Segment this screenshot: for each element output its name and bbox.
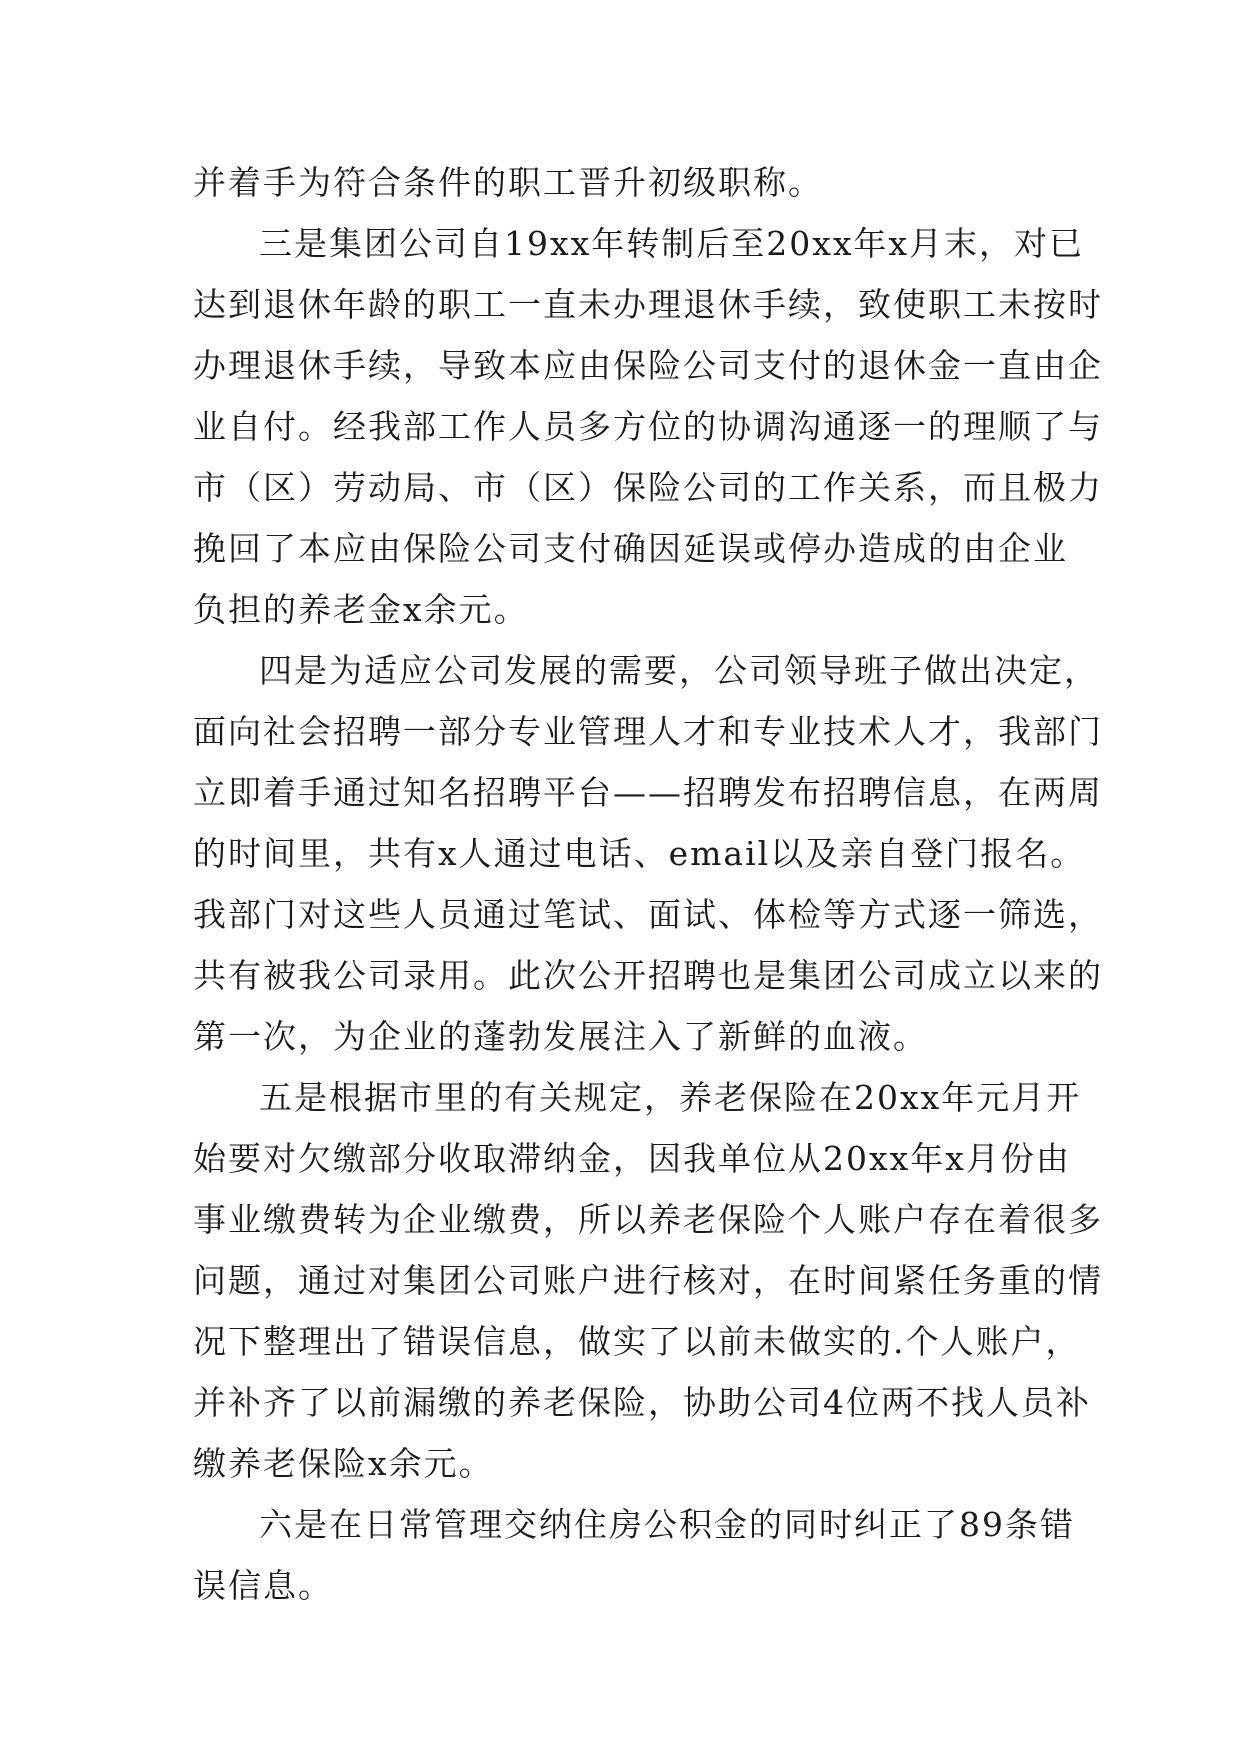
text-line: 并着手为符合条件的职工晋升初级职称。 <box>193 163 823 202</box>
text-line: 我部门对这些人员通过笔试、面试、体检等方式逐一筛选， <box>193 895 1103 934</box>
text-line: 办理退休手续，导致本应由保险公司支付的退休金一直由企 <box>193 346 1103 385</box>
text-line: 五是根据市里的有关规定，养老保险在20xx年元月开 <box>259 1078 1082 1117</box>
text-line: 六是在日常管理交纳住房公积金的同时纠正了89条错 <box>259 1505 1075 1544</box>
text-line: 四是为适应公司发展的需要，公司领导班子做出决定， <box>259 651 1099 690</box>
document-body <box>193 152 1103 1616</box>
text-line: 并补齐了以前漏缴的养老保险，协助公司4位两不找人员补 <box>193 1383 1091 1422</box>
text-line: 缴养老保险x余元。 <box>193 1444 494 1483</box>
text-line: 负担的养老金x余元。 <box>193 590 529 629</box>
text-line: 面向社会招聘一部分专业管理人才和专业技术人才，我部门 <box>193 712 1103 751</box>
text-line: 挽回了本应由保险公司支付确因延误或停办造成的由企业 <box>193 529 1068 568</box>
text-line: 共有被我公司录用。此次公开招聘也是集团公司成立以来的 <box>193 956 1103 995</box>
text-line: 达到退休年龄的职工一直未办理退休手续，致使职工未按时 <box>193 285 1103 324</box>
text-line: 事业缴费转为企业缴费，所以养老保险个人账户存在着很多 <box>193 1200 1103 1239</box>
text-line: 业自付。经我部工作人员多方位的协调沟通逐一的理顺了与 <box>193 407 1103 446</box>
text-line: 误信息。 <box>193 1566 333 1605</box>
text-line: 三是集团公司自19xx年转制后至20xx年x月末，对已 <box>259 224 1085 263</box>
text-line: 第一次，为企业的蓬勃发展注入了新鲜的血液。 <box>193 1017 928 1056</box>
text-line: 始要对欠缴部分收取滞纳金，因我单位从20xx年x月份由 <box>193 1139 1071 1178</box>
text-line: 问题，通过对集团公司账户进行核对，在时间紧任务重的情 <box>193 1261 1103 1300</box>
text-line: 市（区）劳动局、市（区）保险公司的工作关系，而且极力 <box>193 468 1103 507</box>
text-line: 立即着手通过知名招聘平台——招聘发布招聘信息，在两周 <box>193 773 1103 812</box>
text-line: 的时间里，共有x人通过电话、email以及亲自登门报名。 <box>193 834 1086 873</box>
text-line: 况下整理出了错误信息，做实了以前未做实的.个人账户， <box>193 1322 1081 1361</box>
